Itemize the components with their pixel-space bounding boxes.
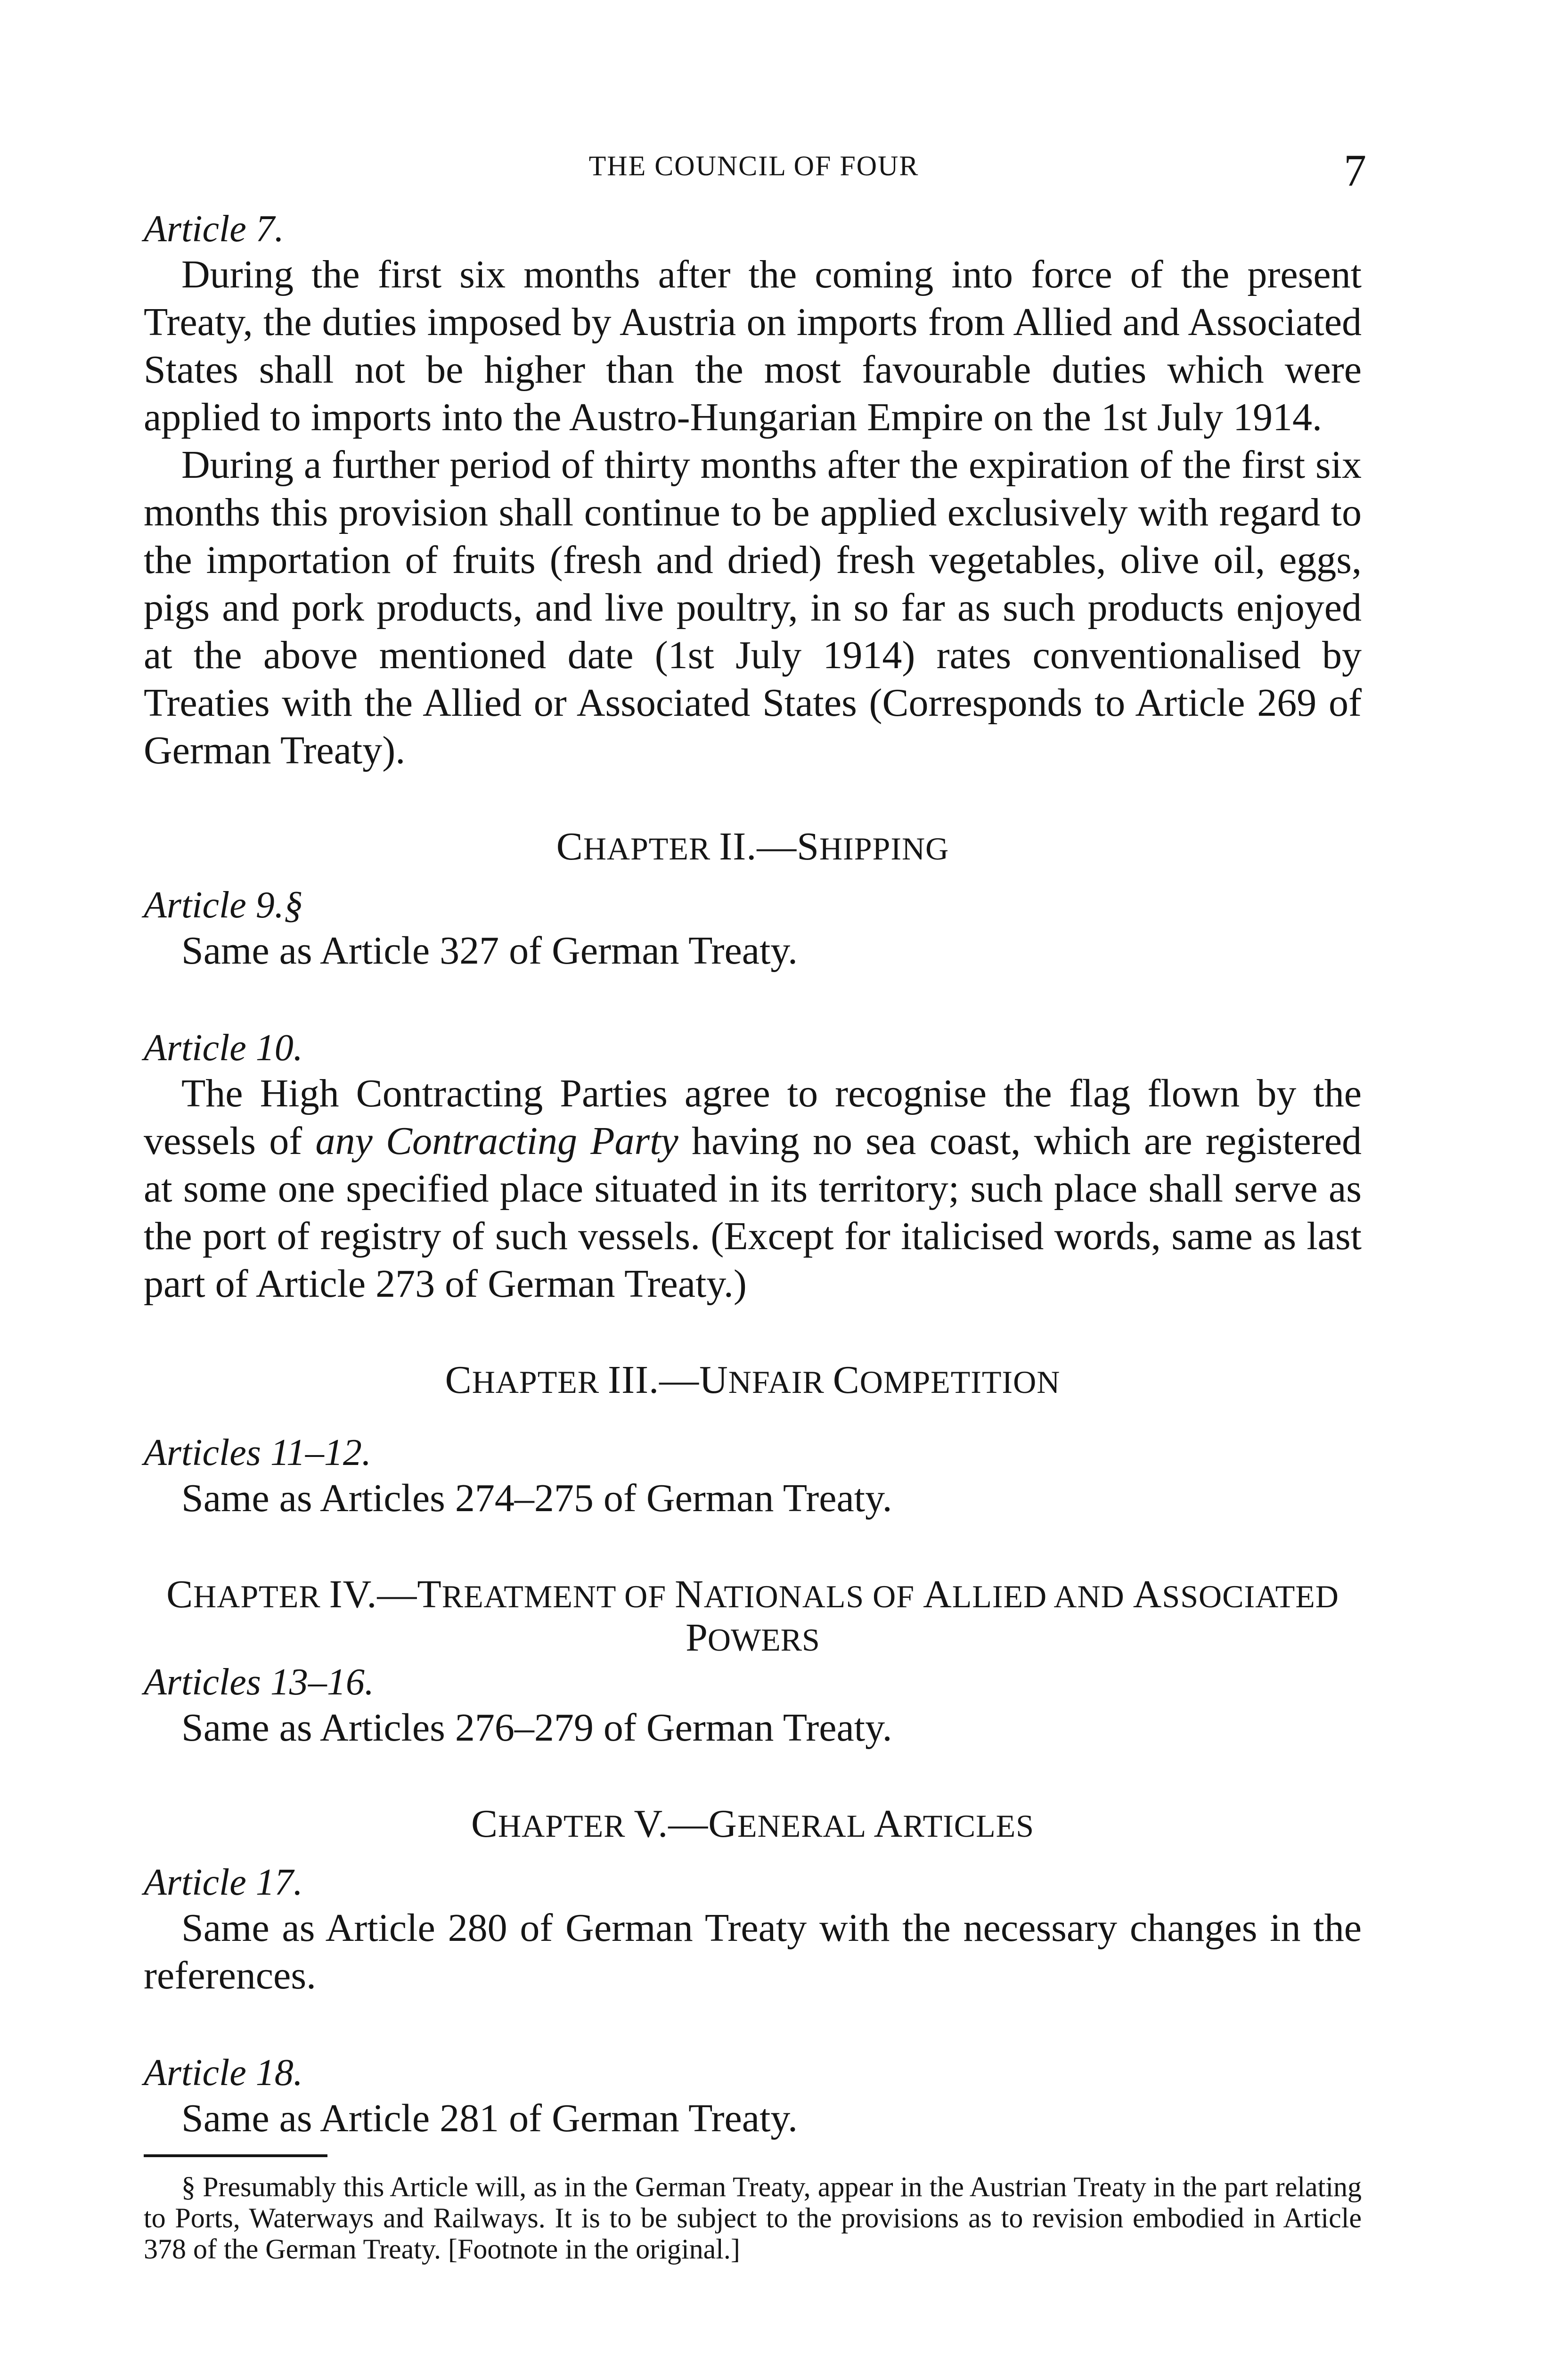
articles-11-12-label: Articles 11–12. [144, 1432, 371, 1473]
article-10-label: Article 10. [144, 1027, 303, 1069]
chapter-4-heading: CHAPTER IV.—TREATMENT OF NATIONALS OF ALLIED AND ASSOCIATED [166, 1572, 1339, 1616]
chapter-3-heading: CHAPTER III.—UNFAIR COMPETITION [445, 1358, 1061, 1402]
page-number: 7 [1344, 145, 1366, 196]
article-10-text: The High Contracting Parties agree to recognise the flag flown by the vessels of any Contracting Party having no sea coast, which are registered at some one specified place situated in its territory; such place shall serve as the port of registry of such vessels. (Except for italicised words, same as last part of Article 273 of German Treaty.) [144, 1072, 1362, 1306]
running-header [141, 145, 1366, 196]
document-body [144, 207, 1362, 2265]
articles-11-12-text: Same as Articles 274–275 of German Treaty. [181, 1476, 892, 1520]
article-7-paragraph-1: During the first six months after the coming into force of the present Treaty, the duties imposed by Austria on imports from Allied and Associated States shall not be higher than the most favourable duties which were applied to imports into the Austro-Hungarian Empire on the 1st July 1914. [144, 253, 1362, 439]
running-title: THE COUNCIL OF FOUR [588, 150, 919, 181]
article-9-label: Article 9.§ [144, 884, 303, 926]
articles-13-16-text: Same as Articles 276–279 of German Treaty. [181, 1706, 892, 1750]
chapter-2-heading: CHAPTER II.—SHIPPING [556, 825, 949, 868]
articles-13-16-label: Articles 13–16. [144, 1661, 374, 1703]
footnote: § Presumably this Article will, as in the German Treaty, appear in the Austrian Treaty in the part relating to Ports, Waterways and Railways. It is to be subject to the provisions as to revision embodied in Article 378 of the German Treaty. [Footnote in the original.] [144, 2171, 1362, 2265]
chapter-5-heading: CHAPTER V.—GENERAL ARTICLES [471, 1802, 1035, 1846]
italic-phrase: any Contracting Party [315, 1119, 678, 1163]
footnote-rule [144, 2154, 327, 2157]
article-7-label: Article 7. [144, 208, 284, 250]
article-9-text: Same as Article 327 of German Treaty. [181, 929, 798, 973]
article-18-label: Article 18. [144, 2052, 303, 2094]
chapter-4-heading-line-2: POWERS [686, 1616, 820, 1660]
article-17-text: Same as Article 280 of German Treaty with the necessary changes in the references. [144, 1906, 1362, 1997]
article-18-text: Same as Article 281 of German Treaty. [181, 2096, 798, 2140]
article-7-paragraph-2: During a further period of thirty months after the expiration of the first six months this provision shall continue to be applied exclusively with regard to the importation of fruits (fresh and dried) fresh vegetables, olive oil, eggs, pigs and pork products, and live poultry, in so far as such products enjoyed at the above mentioned date (1st July 1914) rates conventionalised by Treaties with the Allied or Associated States (Corresponds to Article 269 of German Treaty). [144, 443, 1362, 772]
article-17-label: Article 17. [144, 1862, 303, 1903]
